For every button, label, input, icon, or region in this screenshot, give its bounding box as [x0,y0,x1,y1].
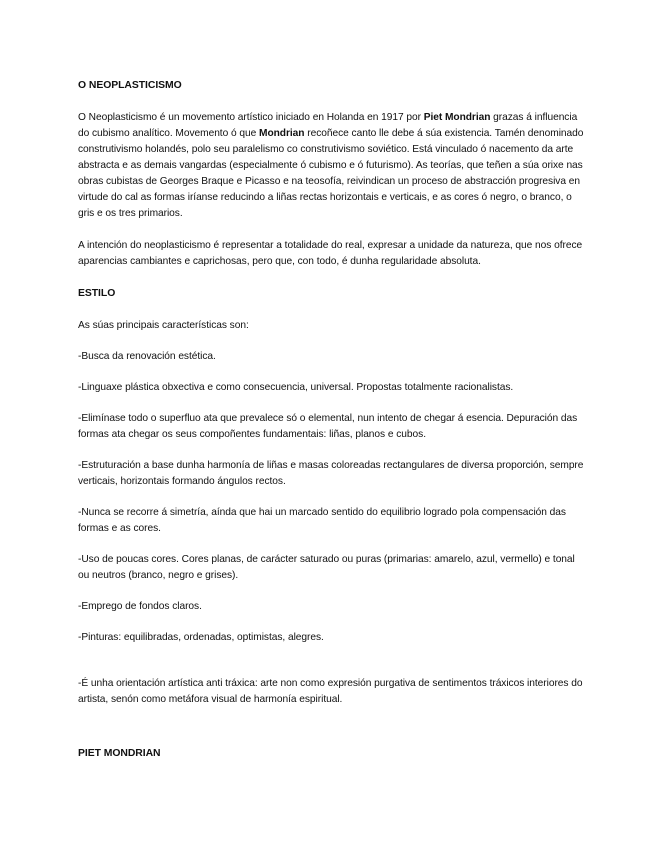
list-item-3: -Elimínase todo o superfluo ata que prevalece só o elemental, nun intento de chegar á esencia. Depuración das formas ata chegar os seus compoñentes fundamentais: liñas, planos e cubos. [78,413,578,440]
intro-bold-name-2: Mondrian [259,128,305,139]
final-heading: PIET MONDRIAN [78,748,161,759]
list-item-7: -Emprego de fondos claros. [78,601,202,612]
intro-bold-name: Piet Mondrian [423,112,491,123]
intro-text-3: recoñece canto lle debe á súa existencia. Tamén denominado construtivismo holandés, polo seu paralelismo co construtivismo soviético. Está vinculado ó nacemento da arte abstracta e as demais vangardas (especialmente ó cubismo e ó futurismo). As teorías, que teñen a súa orixe nas obras cubistas de Georges Braque e Picasso e na teosofía, reivindican un proceso de abstracción progresiva en virtude do cal as formas iríanse reducindo a liñas rectas horizontais e verticais, e as cores ó negro, o branco, o gris e os tres primarios. [78,128,584,219]
closing-paragraph: -É unha orientación artística anti tráxica: arte non como expresión purgativa de sentimentos tráxicos interiores do artista, senón como metáfora visual de harmonía espiritual. [78,678,583,705]
list-item-6: -Uso de poucas cores. Cores planas, de carácter saturado ou puras (primarias: amarelo, azul, vermello) e tonal ou neutros (branco, negro e grises). [78,554,575,581]
list-item-1: -Busca da renovación estética. [78,351,216,362]
intro-text-1: O Neoplasticismo é un movemento artístico iniciado en Holanda en 1917 por [78,112,424,123]
list-item-2: -Linguaxe plástica obxectiva e como consecuencia, universal. Propostas totalmente racionalistas. [78,382,514,393]
style-lead: As súas principais características son: [78,320,249,331]
intention-paragraph: A intención do neoplasticismo é representar a totalidade do real, expresar a unidade da natureza, que nos ofrece aparencias cambiantes e caprichosas, pero que, con todo, é dunha regularidade absoluta. [78,240,583,267]
list-item-8: -Pinturas: equilibradas, ordenadas, optimistas, alegres. [78,632,324,643]
intro-text-2: grazas á influencia do cubismo analítico. Movemento ó que [78,112,578,139]
list-item-4: -Estruturación a base dunha harmonía de liñas e masas coloreadas rectangulares de diversa proporción, sempre verticais, horizontais formando ángulos rectos. [78,460,584,487]
style-heading: ESTILO [78,288,116,299]
document-title: O NEOPLASTICISMO [78,80,182,91]
intro-paragraph [78,110,588,222]
document-body [78,78,588,762]
list-item-5: -Nunca se recorre á simetría, aínda que hai un marcado sentido do equilibrio logrado pola compensación das formas e as cores. [78,507,566,534]
